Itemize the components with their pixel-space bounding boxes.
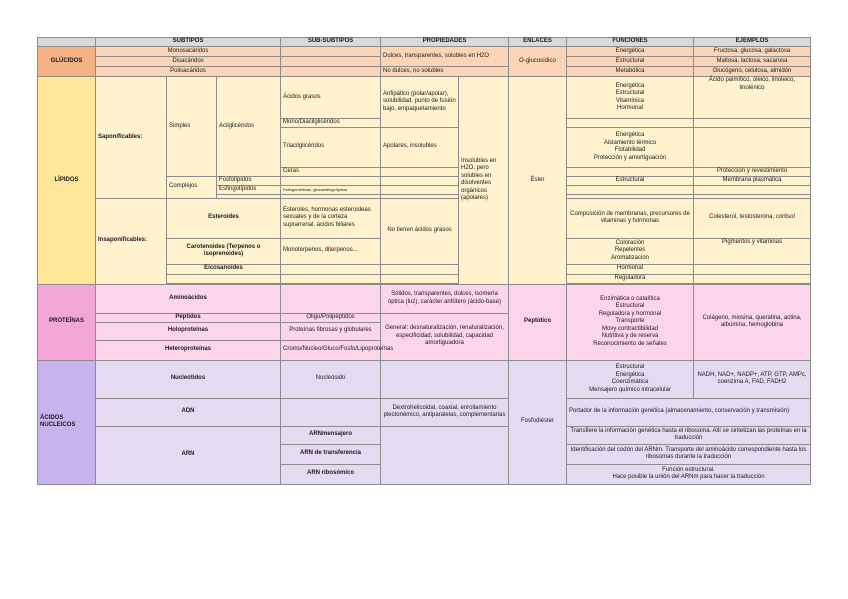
func-item: Reconocimiento de señales <box>593 340 667 347</box>
func-ceras: Protección y revestimiento <box>694 167 811 176</box>
func-item: Vitamínica <box>616 97 644 104</box>
lipidos-simples: Simples <box>167 77 217 177</box>
lipidos-esteroides: Esteroides <box>167 198 281 238</box>
lipidos-saponificables: Saponificables: <box>96 77 167 199</box>
sub-empty <box>281 264 381 274</box>
subtipo-aminoacidos: Aminoácidos <box>96 284 281 313</box>
sub-peptidos: Oligo/Polipéptidos <box>281 313 381 322</box>
func-item: Estructural <box>615 303 645 310</box>
sub-empty <box>281 398 381 426</box>
lipidos-acidos-grasos: Ácidos grasos <box>281 77 381 119</box>
sub-subtipo-cell <box>281 67 381 77</box>
lipidos-ceras: Ceras <box>281 167 381 176</box>
subtipo-heteroproteinas: Heteroproteínas <box>96 340 281 360</box>
lipidos-esfingolipidos: Esfingolípidos <box>217 185 281 194</box>
sub-subtipo-cell <box>281 57 381 67</box>
lipidos-blank <box>167 274 281 283</box>
subtipo-polisacaridos: Polisacáridos <box>96 67 281 77</box>
enlace-ester: Éster <box>509 77 567 285</box>
func-empty <box>567 185 694 194</box>
header-sub-subtipos: SUB-SUBTIPOS <box>281 38 381 47</box>
subtipo-nucleotidos: Nucleótidos <box>96 360 281 398</box>
sub-esfingolipidos: Esfingomielinas, glucoesfingolípidos <box>281 185 381 194</box>
ej-empty <box>694 119 811 128</box>
header-funciones: FUNCIONES <box>567 38 694 47</box>
sub-carotenoides: Monoterpenos, diterpenos... <box>281 238 381 264</box>
subtipo-adn: ADN <box>96 398 281 426</box>
header-propiedades: PROPIEDADES <box>381 38 509 47</box>
func-empty <box>567 119 694 128</box>
func-item: Hormonal <box>616 105 643 111</box>
prop-empty <box>381 185 459 194</box>
func-item: Estructural <box>615 364 645 370</box>
func-item: Movy contractibilidad <box>601 325 659 332</box>
func-carotenoides <box>567 238 694 264</box>
func-item: Aromatización <box>610 254 649 261</box>
group-proteinas: PROTEÍNAS <box>38 284 96 360</box>
group-lipidos: LÍPIDOS <box>38 77 96 285</box>
lipidos-triacilgliceridos: Triacilglicéridos <box>281 127 381 167</box>
prop-acidos-grasos: Anfipático (polar/apolar), solubilidad, punto de fusión bajo, empaquetamiento <box>381 77 459 128</box>
sub-empty <box>281 176 381 185</box>
func-item: Energética <box>615 132 645 138</box>
func-item: Nutritiva y de reserva <box>601 333 659 340</box>
prop-empty <box>381 176 459 185</box>
prop-polisacaridos: No dulces, no solubles <box>381 67 509 77</box>
ej-nucleotidos: NADH, NAD+, NADP+, ATP, GTP, AMPc, coenzima A, FAD, FADH2 <box>694 360 811 398</box>
func-triacilgliceridos <box>567 127 694 167</box>
prop-triacilgliceridos: Apolares, insolubles <box>381 127 459 167</box>
lipidos-carotenoides: Carotenoides (Terpenos o isoprenoides) <box>167 238 281 264</box>
prop-empty <box>381 264 459 274</box>
func-esteroides: Composición de membranas, precursores de vitaminas y hormonas <box>567 198 694 238</box>
prop-no-acidos-grasos: No tienen ácidos grasos <box>381 198 459 264</box>
subtipo-holoproteinas: Holoproteínas <box>96 322 281 340</box>
ej-empty <box>694 185 811 194</box>
enlace-peptidico: Peptídico <box>509 284 567 360</box>
func-item: Transporte <box>615 318 645 325</box>
sub-arn-mensajero: ARNmensajero <box>281 426 381 444</box>
func-item: Reguladora y hormonal <box>598 310 662 317</box>
func-item: Repelentes <box>614 247 646 254</box>
func-item: Flotabilidad <box>614 147 646 153</box>
ej-polisacaridos: Glucógeno, celulosa, almidón <box>694 67 811 77</box>
header-row <box>38 38 811 47</box>
ej-fosfolipidos: Membrana plasmática <box>694 176 811 185</box>
header-blank <box>38 38 96 47</box>
sub-arn-ribosomico: ARN ribosómico <box>281 464 381 484</box>
lipidos-complejos: Complejos <box>167 176 217 198</box>
prop-monosacaridos: Dulces, transparentes, solubles en H2O <box>381 47 509 67</box>
subtipo-arn: ARN <box>96 426 281 484</box>
func-arn-mensajero: Transfiere la información genética hasta el ribosoma. Allí se sintetizan las proteínas en la traducción <box>567 426 811 444</box>
lipidos-acilgliceridos: Acilglicéridos <box>217 77 281 177</box>
enlace-o-glucosidico: O-glucosídico <box>509 47 567 77</box>
sub-subtipo-cell <box>281 47 381 57</box>
func-item: Coenzimática <box>611 379 649 385</box>
subtipo-disacaridos: Disacáridos <box>96 57 281 67</box>
group-glucidos: GLÚCIDOS <box>38 47 96 77</box>
subtipo-monosacaridos: Monosacáridos <box>96 47 281 57</box>
biomolecules-table <box>37 37 811 485</box>
header-subtipos: SUBTIPOS <box>96 38 281 47</box>
func-fosfolipidos: Estructural <box>567 176 694 185</box>
ej-empty <box>694 274 811 283</box>
func-nucleotidos <box>567 360 694 398</box>
func-item: Estructural <box>615 90 645 96</box>
func-acidos-grasos <box>567 77 694 119</box>
func-eicosanoides-reguladora: Reguladora <box>567 274 694 283</box>
prop-aminoacidos: Sólidos, transparentes, dulces, isomería óptica (luz), carácter anfótero (ácido-base) <box>381 284 509 313</box>
prop-general-proteinas: General: desnaturalización, renaturalización, especificidad, solubilidad, capacidad amortiguadora <box>381 313 509 360</box>
lipidos-eicosanoides: Eicosanoides <box>167 264 281 274</box>
prop-empty <box>567 167 694 176</box>
enlace-fosfodiester: Fosfodiéster <box>509 360 567 484</box>
func-eicosanoides-hormonal: Hormonal <box>567 264 694 274</box>
prop-empty <box>381 426 509 484</box>
ej-carotenoides: Pigmentos y vitaminas <box>694 238 811 264</box>
func-item: Energética <box>615 371 645 378</box>
func-metabolica: Metabólica <box>567 67 694 77</box>
func-energetica: Energética <box>567 47 694 57</box>
lipidos-mono-diacil: Mono/Diacilglicéridos <box>281 119 381 128</box>
sub-empty <box>381 167 459 176</box>
header-enlaces: ENLACES <box>509 38 567 47</box>
func-item: Hace posible la unión del ARNm para hacer la traducción <box>612 474 765 480</box>
func-arn-transferencia: Identificación del codón del ARNm. Transporte del aminoácido correspondiente hasta los ribosomas durante la traducción <box>567 444 811 464</box>
func-item: Protección y amortiguación <box>593 154 667 161</box>
lipidos-insaponificables: Insaponificables: <box>96 198 167 284</box>
func-arn-ribosomico <box>567 464 811 484</box>
func-item: Mensajero químico intracelular <box>589 386 671 393</box>
prop-adn: Dextrohelicoidal, coaxial, enrollamiento plectonémico, antiparalelas, complementarias <box>381 398 509 426</box>
subtipo-peptidos: Péptidos <box>96 313 281 322</box>
sub-arn-transferencia: ARN de transferencia <box>281 444 381 464</box>
sub-nucleotidos: Nucleósido <box>281 360 381 398</box>
ej-empty <box>694 127 811 167</box>
func-adn: Portador de la información genética (almacenamiento, conservación y transmisión) <box>567 398 811 426</box>
func-item: Aislamiento térmico <box>603 139 657 146</box>
ej-esteroides: Colesterol, testosterona, cortisol <box>694 198 811 238</box>
ej-empty <box>694 264 811 274</box>
prop-empty <box>381 360 509 398</box>
func-item: Energética <box>615 82 645 89</box>
prop-empty <box>381 274 459 283</box>
func-item: Enzimática o catalítica <box>600 295 660 302</box>
func-estructural: Estructural <box>567 57 694 67</box>
sub-heteroproteinas: Cromo/Nucleo/Gluco/Fosfo/Lipoproteínas <box>281 340 381 360</box>
func-proteinas <box>567 284 694 360</box>
ej-monosacaridos: Fructosa, glucosa, galactosa <box>694 47 811 57</box>
lipidos-fosfolipidos: Fosfolípidos <box>217 176 281 185</box>
func-item: Función estructural. <box>662 466 715 473</box>
prop-insolubles: Insolubles en H2O, pero solubles en disolventes orgánicos (apolares) <box>459 77 509 285</box>
sub-empty <box>281 284 381 313</box>
func-item: Coloración <box>615 239 645 246</box>
ej-proteinas: Colágeno, miosina, queratina, actina, albúmina, hemoglobina <box>694 284 811 360</box>
ej-disacaridos: Maltosa, lactosa, sacarosa <box>694 57 811 67</box>
group-acidos-nucleicos: ÁCIDOS NUCLEICOS <box>38 360 96 484</box>
sub-esteroides: Esteroles, hormonas esteroideas sexuales y de la corteza suprarrenal, ácidos biliares <box>281 198 381 238</box>
header-ejemplos: EJEMPLOS <box>694 38 811 47</box>
sub-empty <box>281 274 381 283</box>
sub-holoproteinas: Proteínas fibrosas y globulares <box>281 322 381 340</box>
ej-acidos-grasos: Ácido palmítico, oleico, linoleico, linolénico <box>694 77 811 119</box>
